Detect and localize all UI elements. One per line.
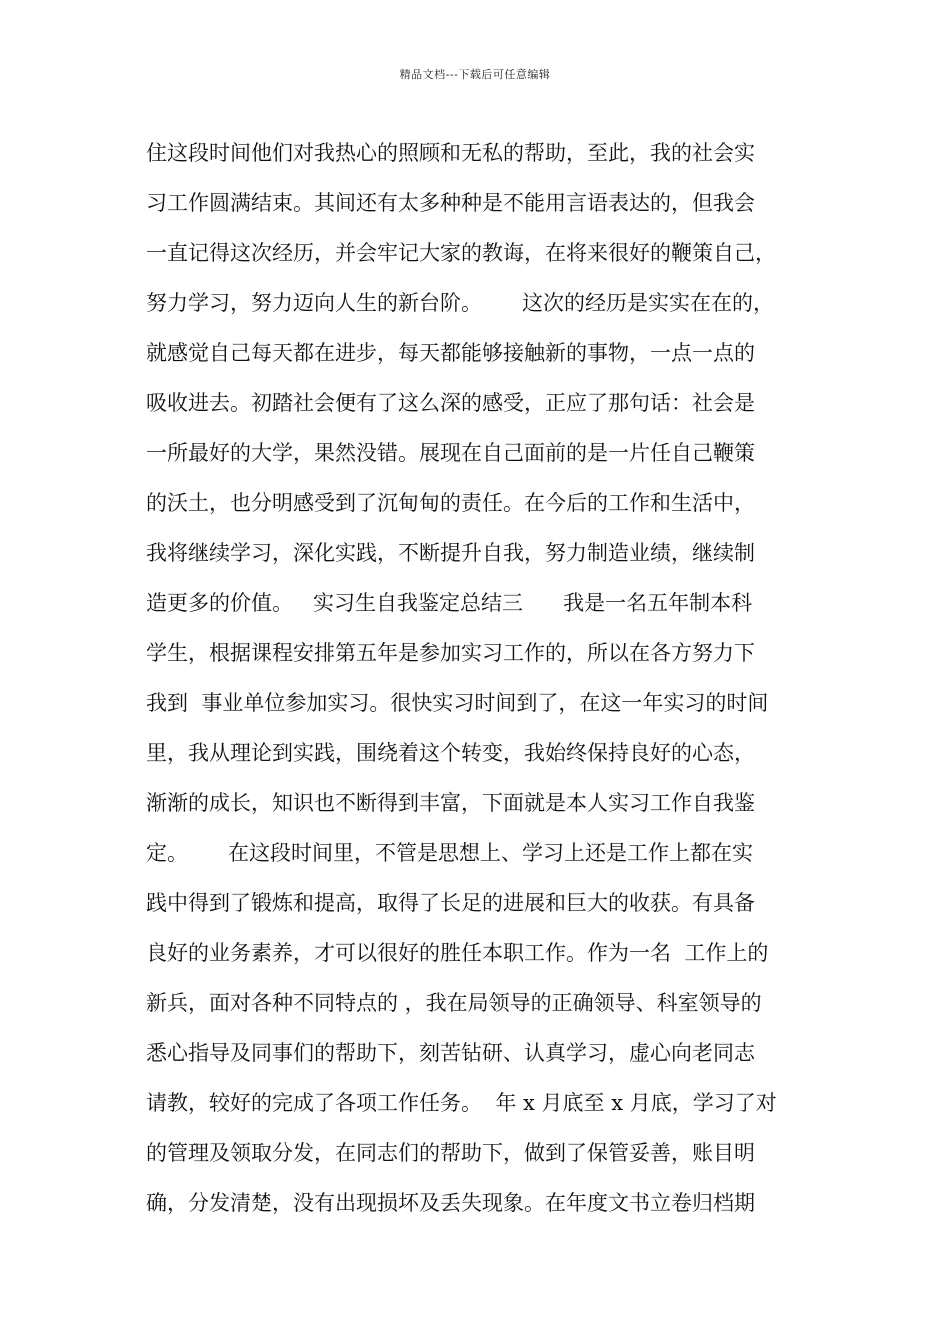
text-line: 造更多的价值。 实习生自我鉴定总结三 我是一名五年制本科 [146,591,753,615]
text-line: 请教，较好的完成了各项工作任务。 年 x 月底至 x 月底，学习了对 [146,1091,777,1115]
text-line: 确，分发清楚，没有出现损坏及丢失现象。在年度文书立卷归档期 [146,1191,755,1215]
text-line: 就感觉自己每天都在进步，每天都能够接触新的事物，一点一点的 [146,341,755,365]
text-line: 践中得到了锻炼和提高，取得了长足的进展和巨大的收获。有具备 [146,891,755,915]
text-line: 吸收进去。初踏社会便有了这么深的感受，正应了那句话：社会是 [146,391,755,415]
text-line: 学生，根据课程安排第五年是参加实习工作的，所以在各方努力下 [146,641,755,665]
text-line: 我到 事业单位参加实习。很快实习时间到了，在这一年实习的时间 [146,691,769,715]
text-line: 悉心指导及同事们的帮助下，刻苦钻研、认真学习，虚心向老同志 [146,1041,755,1065]
text-line: 住这段时间他们对我热心的照顾和无私的帮助，至此，我的社会实 [146,141,755,165]
text-line: 新兵，面对各种不同特点的 ，我在局领导的正确领导、科室领导的 [146,991,762,1015]
text-line: 里，我从理论到实践，围绕着这个转变，我始终保持良好的心态， [146,741,755,765]
text-line: 习工作圆满结束。其间还有太多种种是不能用言语表达的，但我会 [146,191,755,215]
text-line: 一所最好的大学，果然没错。展现在自己面前的是一片任自己鞭策 [146,441,755,465]
text-line: 的沃土，也分明感受到了沉甸甸的责任。在今后的工作和生活中， [146,491,755,515]
page-header: 精品文档---下载后可任意编辑 [399,68,551,81]
text-line: 定。 在这段时间里，不管是思想上、学习上还是工作上都在实 [146,841,754,865]
body-text [146,133,836,1233]
text-line: 良好的业务素养，才可以很好的胜任本职工作。作为一名 工作上的 [146,941,769,965]
text-line: 一直记得这次经历，并会牢记大家的教诲，在将来很好的鞭策自己， [146,241,776,265]
text-line: 我将继续学习，深化实践，不断提升自我，努力制造业绩，继续制 [146,541,755,565]
text-line: 渐渐的成长，知识也不断得到丰富，下面就是本人实习工作自我鉴 [146,791,755,815]
text-line: 的管理及领取分发，在同志们的帮助下，做到了保管妥善，账目明 [146,1141,755,1165]
text-line: 努力学习，努力迈向人生的新台阶。 这次的经历是实实在在的， [146,291,775,315]
